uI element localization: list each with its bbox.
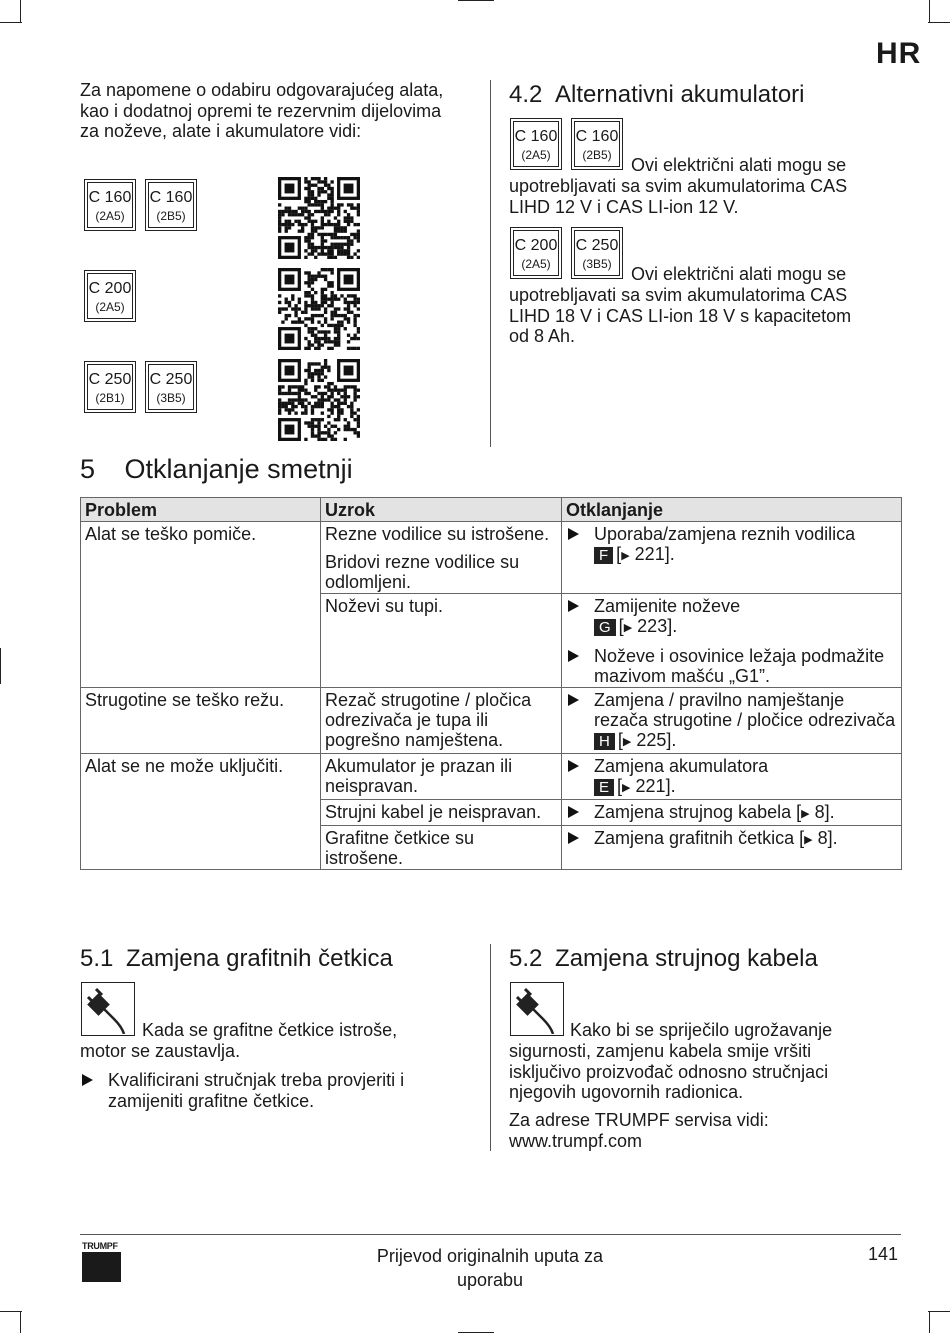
- column-header: Uzrok: [321, 498, 562, 522]
- troubleshooting-table: [80, 497, 902, 870]
- qr-code-icon: [278, 268, 360, 350]
- power-plug-icon: [510, 982, 564, 1036]
- model-code: (3B5): [156, 391, 186, 405]
- column-divider: [490, 944, 491, 1151]
- fix-bullet: Zamjena / pravilno namještanje rezača strugotine / pločice odrezivača H [▶ 225].: [566, 690, 897, 752]
- problem-cell: Alat se teško pomiče.: [81, 522, 321, 688]
- page-ref[interactable]: 225: [636, 730, 667, 750]
- paragraph-first-line: Ovi električni alati mogu se: [631, 155, 847, 175]
- model-code: (2A5): [521, 257, 551, 271]
- figure-tag: H: [594, 733, 615, 750]
- model-box: [510, 118, 562, 170]
- language-badge: HR: [876, 37, 922, 70]
- section-number: 5.2: [509, 945, 543, 972]
- paragraph: motor se zaustavlja.: [80, 1041, 241, 1061]
- crop-mark: [929, 0, 930, 22]
- cause-cell: [321, 522, 562, 594]
- crop-mark: [458, 0, 494, 1]
- model-name: C 250: [575, 237, 619, 254]
- paragraph-first-line: Ovi električni alati mogu se: [631, 264, 847, 284]
- chapter-number: 5: [80, 454, 96, 484]
- table-row: [81, 522, 902, 594]
- model-box: [84, 270, 136, 322]
- crop-mark: [0, 1311, 22, 1312]
- fix-bullet: Zamijenite noževe G [▶ 223].: [566, 596, 897, 638]
- fix-text: Zamjena grafitnih četkica: [594, 828, 795, 848]
- column-header: Problem: [81, 498, 321, 522]
- model-code: (2B1): [95, 391, 125, 405]
- model-name: C 160: [149, 189, 193, 206]
- cause-cell: Noževi su tupi.: [321, 594, 562, 688]
- table-header-row: [81, 498, 902, 522]
- section-heading: [509, 81, 805, 109]
- cause-cell: Strujni kabel je neispravan.: [321, 800, 562, 826]
- problem-cell: Alat se ne može uključiti.: [81, 754, 321, 870]
- section-title: Zamjena strujnog kabela: [555, 945, 818, 972]
- fix-cell: [562, 688, 902, 754]
- fix-cell: [562, 826, 902, 870]
- fix-cell: [562, 594, 902, 688]
- crop-mark: [0, 22, 22, 23]
- model-box: [84, 179, 136, 231]
- section-heading: [509, 945, 818, 973]
- column-divider: [490, 80, 491, 447]
- model-box: [145, 361, 197, 413]
- chapter-heading: [80, 454, 353, 484]
- model-name: C 160: [575, 128, 619, 145]
- arrow-right-icon: ▶: [804, 834, 813, 846]
- fix-text: Zamijenite noževe: [594, 596, 741, 616]
- paragraph: upotrebljavati sa svim akumulatorima CAS LIHD 18 V i CAS LI-ion 18 V s kapacitetom od 8 Ah.: [509, 285, 852, 346]
- section-title: Alternativni akumulatori: [555, 81, 805, 108]
- trumpf-logo: [82, 1241, 122, 1282]
- model-name: C 160: [88, 189, 132, 206]
- arrow-right-icon: ▶: [621, 550, 630, 562]
- model-box: [510, 227, 562, 279]
- model-box: [145, 179, 197, 231]
- model-code: (2B5): [156, 209, 186, 223]
- model-code: (3B5): [582, 257, 612, 271]
- fix-bullet: Zamjena grafitnih četkica [▶ 8].: [566, 828, 897, 850]
- crop-mark: [928, 1311, 950, 1312]
- model-name: C 250: [149, 371, 193, 388]
- model-name: C 250: [88, 371, 132, 388]
- section-number: 5.1: [80, 945, 114, 972]
- cause-cell: Rezač strugotine / pločica odrezivača je tupa ili pogrešno namještena.: [321, 688, 562, 754]
- table-row: [81, 754, 902, 800]
- paragraph-first-line: Kako bi se spriječilo ugrožavanje: [570, 1020, 833, 1040]
- section-heading: [80, 945, 393, 973]
- instruction-text: Kvalificirani stručnjak treba provjeriti i zamijeniti grafitne četkice.: [108, 1070, 405, 1111]
- model-box: [84, 361, 136, 413]
- fix-bullet: [566, 646, 897, 686]
- arrow-right-icon: ▶: [801, 808, 810, 820]
- column-header: Otklanjanje: [562, 498, 902, 522]
- model-code: (2B5): [582, 148, 612, 162]
- arrow-right-icon: ▶: [622, 782, 631, 794]
- figure-tag: F: [594, 547, 613, 564]
- arrow-right-icon: ▶: [622, 736, 632, 748]
- figure-tag: G: [594, 619, 616, 636]
- model-name: C 160: [514, 128, 558, 145]
- fix-bullet: Zamjena akumulatora E [▶ 221].: [566, 756, 897, 798]
- crop-mark: [0, 648, 1, 684]
- model-code: (2A5): [521, 148, 551, 162]
- cause-cell: Akumulator je prazan ili neispravan.: [321, 754, 562, 800]
- page-ref[interactable]: 8: [814, 802, 825, 822]
- fix-text: Zamjena / pravilno namještanje rezača strugotine / pločice odrezivača: [594, 690, 896, 730]
- crop-mark: [20, 1311, 21, 1333]
- arrow-right-icon: ▶: [623, 622, 633, 634]
- fix-text: Zamjena akumulatora: [594, 756, 769, 776]
- figure-tag: E: [594, 779, 614, 796]
- model-name: C 200: [514, 237, 558, 254]
- page-ref[interactable]: 221: [635, 776, 666, 796]
- crop-mark: [20, 0, 21, 22]
- fix-text: Noževe i osovinice ležaja podmažite mazivom mašću „G1”.: [594, 646, 885, 686]
- chapter-title: Otklanjanje smetnji: [124, 454, 353, 484]
- model-code: (2A5): [95, 209, 125, 223]
- footer-title: Prijevod originalnih uputa za uporabu: [376, 1246, 604, 1290]
- cause-text: Rezne vodilice su istrošene.: [325, 524, 550, 544]
- paragraph: sigurnosti, zamjenu kabela smije vršiti isključivo proizvođač odnosno stručnjaci njegovih ugovornih radionica.: [509, 1041, 829, 1102]
- crop-mark: [929, 1311, 930, 1333]
- fix-cell: [562, 522, 902, 594]
- service-address: Za adrese TRUMPF servisa vidi: www.trumpf.com: [509, 1110, 769, 1151]
- power-plug-icon: [81, 982, 135, 1036]
- fix-bullet: Zamjena strujnog kabela [▶ 8].: [566, 802, 897, 824]
- model-name: C 200: [88, 280, 132, 297]
- fix-cell: [562, 800, 902, 826]
- fix-text: Uporaba/zamjena reznih vodilica: [594, 524, 856, 544]
- section-number: 4.2: [509, 81, 543, 108]
- qr-code-icon: [278, 359, 360, 441]
- table-row: [81, 688, 902, 754]
- footer-rule: [80, 1234, 901, 1235]
- model-code: (2A5): [95, 300, 125, 314]
- page-ref[interactable]: 8: [817, 828, 828, 848]
- paragraph-first-line: Kada se grafitne četkice istroše,: [142, 1020, 398, 1040]
- paragraph: upotrebljavati sa svim akumulatorima CAS LIHD 12 V i CAS LI-ion 12 V.: [509, 176, 848, 217]
- logo-block: [82, 1252, 121, 1282]
- cause-text: Bridovi rezne vodilice su odlomljeni.: [325, 552, 520, 592]
- model-box: [571, 118, 623, 170]
- page-number: 141: [867, 1244, 898, 1264]
- problem-cell: Strugotine se teško režu.: [81, 688, 321, 754]
- qr-code-icon: [278, 177, 360, 259]
- instruction-bullet: [80, 1070, 468, 1111]
- section-title: Zamjena grafitnih četkica: [126, 945, 393, 972]
- page-ref[interactable]: 221: [634, 544, 665, 564]
- fix-text: Zamjena strujnog kabela: [594, 802, 792, 822]
- intro-text: Za napomene o odabiru odgovarajućeg alata, kao i dodatnoj opremi te rezervnim dijelovima za noževe, alate i akumulatore vidi:: [80, 80, 444, 141]
- fix-bullet: Uporaba/zamjena reznih vodilica F [▶ 221].: [566, 524, 897, 566]
- logo-text: TRUMPF: [82, 1241, 118, 1251]
- model-box: [571, 227, 623, 279]
- page-ref[interactable]: 223: [637, 616, 668, 636]
- crop-mark: [928, 22, 950, 23]
- cause-cell: Grafitne četkice su istrošene.: [321, 826, 562, 870]
- fix-cell: [562, 754, 902, 800]
